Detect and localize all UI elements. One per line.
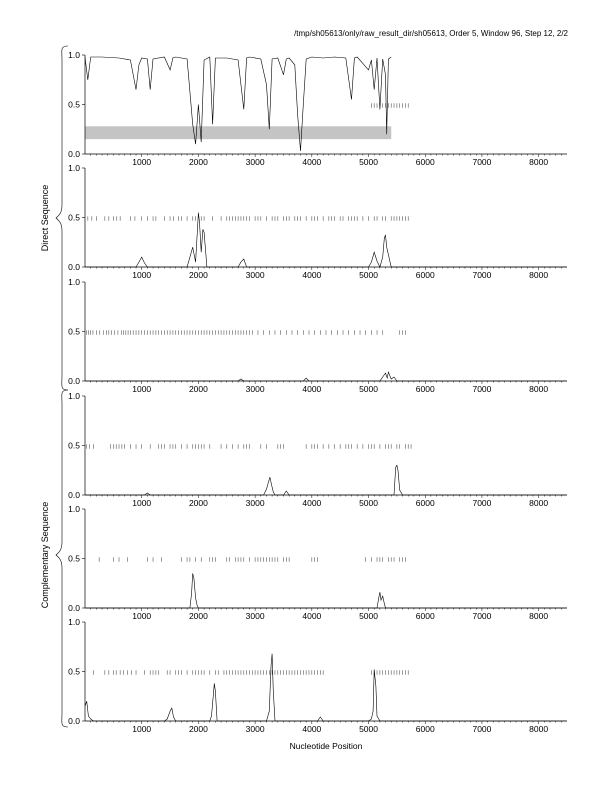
x-tick-label: 7000 xyxy=(472,611,492,621)
x-tick-label: 1000 xyxy=(132,157,152,167)
x-tick-label: 6000 xyxy=(415,724,435,734)
x-tick-label: 3000 xyxy=(245,498,265,508)
panel-5 xyxy=(68,504,567,621)
x-axis-label: Nucleotide Position xyxy=(289,741,363,751)
y-tick-label: 0.0 xyxy=(68,149,80,159)
x-tick-label: 6000 xyxy=(415,157,435,167)
x-tick-label: 4000 xyxy=(302,498,322,508)
panel-2 xyxy=(68,163,567,280)
y-tick-label: 0.0 xyxy=(68,490,80,500)
x-tick-label: 3000 xyxy=(245,384,265,394)
y-tick-label: 0.0 xyxy=(68,603,80,613)
y-tick-label: 0.5 xyxy=(68,212,80,223)
x-tick-label: 7000 xyxy=(472,724,492,734)
y-tick-label: 1.0 xyxy=(68,277,80,287)
x-tick-label: 3000 xyxy=(245,724,265,734)
y-tick-label: 1.0 xyxy=(68,617,80,627)
x-tick-label: 8000 xyxy=(529,724,549,734)
panel-3 xyxy=(68,277,567,394)
complementary-brace xyxy=(56,390,68,727)
x-tick-label: 6000 xyxy=(415,498,435,508)
series-line xyxy=(85,213,567,267)
chart-title: /tmp/sh05613/only/raw_result_dir/sh05613, Order 5, Window 96, Step 12, 2/2 xyxy=(294,29,568,38)
x-tick-label: 4000 xyxy=(302,724,322,734)
y-tick-label: 0.5 xyxy=(68,440,80,451)
x-tick-label: 7000 xyxy=(472,157,492,167)
panel-1 xyxy=(68,50,567,167)
x-tick-label: 4000 xyxy=(302,384,322,394)
side-label-direct: Direct Sequence xyxy=(40,184,50,252)
x-tick-label: 3000 xyxy=(245,157,265,167)
x-tick-label: 2000 xyxy=(188,724,208,734)
x-tick-label: 2000 xyxy=(188,270,208,280)
x-tick-label: 4000 xyxy=(302,611,322,621)
x-tick-label: 5000 xyxy=(359,270,378,280)
series-line xyxy=(85,654,567,721)
side-label-complementary: Complementary Sequence xyxy=(40,501,50,609)
x-tick-label: 1000 xyxy=(132,384,152,394)
x-tick-label: 5000 xyxy=(359,157,378,167)
series-line xyxy=(85,372,567,381)
x-tick-label: 2000 xyxy=(188,157,208,167)
y-tick-label: 0.5 xyxy=(68,99,80,110)
x-tick-label: 5000 xyxy=(359,498,378,508)
x-tick-label: 7000 xyxy=(472,498,492,508)
y-tick-label: 1.0 xyxy=(68,50,80,60)
panel-6 xyxy=(68,617,567,734)
x-tick-label: 5000 xyxy=(359,724,378,734)
x-tick-label: 8000 xyxy=(529,611,549,621)
x-tick-label: 1000 xyxy=(132,724,152,734)
x-tick-label: 2000 xyxy=(188,384,208,394)
x-tick-label: 1000 xyxy=(132,611,152,621)
x-tick-label: 8000 xyxy=(529,157,549,167)
y-tick-label: 1.0 xyxy=(68,391,80,401)
x-tick-label: 8000 xyxy=(529,270,549,280)
y-tick-label: 1.0 xyxy=(68,504,80,514)
x-tick-label: 5000 xyxy=(359,611,378,621)
x-tick-label: 8000 xyxy=(529,498,549,508)
x-tick-label: 4000 xyxy=(302,157,322,167)
y-tick-label: 0.0 xyxy=(68,716,80,726)
x-tick-label: 7000 xyxy=(472,270,492,280)
panel-4 xyxy=(68,391,567,508)
x-tick-label: 2000 xyxy=(188,611,208,621)
series-line xyxy=(85,573,567,608)
y-tick-label: 0.5 xyxy=(68,326,80,337)
x-tick-label: 5000 xyxy=(359,384,378,394)
x-tick-label: 6000 xyxy=(415,611,435,621)
x-tick-label: 2000 xyxy=(188,498,208,508)
x-tick-label: 3000 xyxy=(245,611,265,621)
series-line xyxy=(85,465,567,495)
chart-panels xyxy=(68,50,567,734)
direct-brace xyxy=(56,46,68,390)
y-tick-label: 0.0 xyxy=(68,262,80,272)
x-tick-label: 3000 xyxy=(245,270,265,280)
x-tick-label: 1000 xyxy=(132,270,152,280)
x-tick-label: 6000 xyxy=(415,270,435,280)
shaded-band xyxy=(85,126,391,139)
x-tick-label: 4000 xyxy=(302,270,322,280)
x-tick-label: 8000 xyxy=(529,384,549,394)
x-tick-label: 1000 xyxy=(132,498,152,508)
y-tick-label: 0.5 xyxy=(68,553,80,564)
x-tick-label: 7000 xyxy=(472,384,492,394)
x-tick-label: 6000 xyxy=(415,384,435,394)
y-tick-label: 1.0 xyxy=(68,163,80,173)
y-tick-label: 0.5 xyxy=(68,666,80,677)
y-tick-label: 0.0 xyxy=(68,376,80,386)
